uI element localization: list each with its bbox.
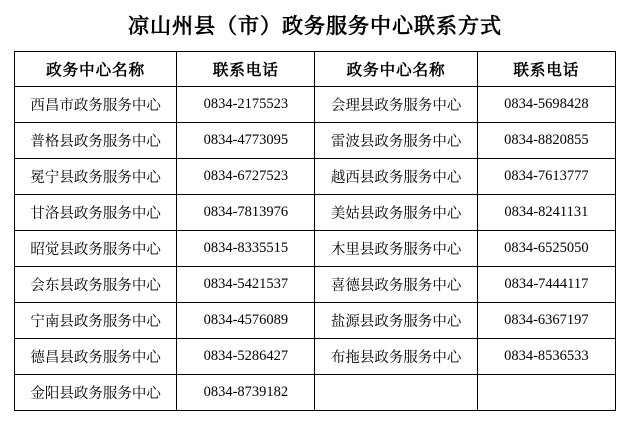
cell-phone: 0834-5698428: [477, 87, 615, 123]
cell-phone: 0834-7813976: [177, 195, 315, 231]
cell-phone: 0834-5421537: [177, 267, 315, 303]
table-row: [15, 87, 616, 123]
cell-center-name: 西昌市政务服务中心: [15, 87, 177, 123]
cell-phone: 0834-8335515: [177, 231, 315, 267]
cell-phone: 0834-8241131: [477, 195, 615, 231]
cell-phone: 0834-7613777: [477, 159, 615, 195]
cell-phone: 0834-2175523: [177, 87, 315, 123]
cell-center-name: 冕宁县政务服务中心: [15, 159, 177, 195]
cell-phone: 0834-5286427: [177, 339, 315, 375]
table-row: [15, 123, 616, 159]
table-header: [15, 52, 616, 87]
cell-center-name: 德昌县政务服务中心: [15, 339, 177, 375]
cell-phone: 0834-8536533: [477, 339, 615, 375]
cell-center-name: 金阳县政务服务中心: [15, 375, 177, 411]
cell-phone: 0834-4576089: [177, 303, 315, 339]
table-row: [15, 195, 616, 231]
table-body: [15, 87, 616, 411]
column-header-center-name-right: 政务中心名称: [315, 52, 477, 87]
cell-center-name: 甘洛县政务服务中心: [15, 195, 177, 231]
cell-center-name: 喜德县政务服务中心: [315, 267, 477, 303]
cell-phone: 0834-6727523: [177, 159, 315, 195]
table-header-row: [15, 52, 616, 87]
cell-center-name: 会东县政务服务中心: [15, 267, 177, 303]
cell-phone: 0834-6525050: [477, 231, 615, 267]
cell-center-name: 会理县政务服务中心: [315, 87, 477, 123]
table-row: [15, 375, 616, 411]
cell-center-name: 昭觉县政务服务中心: [15, 231, 177, 267]
cell-phone: 0834-4773095: [177, 123, 315, 159]
table-row: [15, 231, 616, 267]
cell-center-name: 宁南县政务服务中心: [15, 303, 177, 339]
cell-center-name: 美姑县政务服务中心: [315, 195, 477, 231]
cell-phone: 0834-6367197: [477, 303, 615, 339]
column-header-phone-left: 联系电话: [177, 52, 315, 87]
cell-phone: 0834-8739182: [177, 375, 315, 411]
cell-center-name: 越西县政务服务中心: [315, 159, 477, 195]
cell-phone: 0834-7444117: [477, 267, 615, 303]
table-row: [15, 159, 616, 195]
cell-center-name: 普格县政务服务中心: [15, 123, 177, 159]
column-header-phone-right: 联系电话: [477, 52, 615, 87]
cell-center-name: 布拖县政务服务中心: [315, 339, 477, 375]
column-header-center-name-left: 政务中心名称: [15, 52, 177, 87]
cell-center-name-empty: [315, 375, 477, 411]
page-title: 凉山州县（市）政务服务中心联系方式: [128, 14, 502, 38]
cell-center-name: 盐源县政务服务中心: [315, 303, 477, 339]
contact-table: [14, 51, 616, 411]
cell-center-name: 雷波县政务服务中心: [315, 123, 477, 159]
cell-phone-empty: [477, 375, 615, 411]
cell-phone: 0834-8820855: [477, 123, 615, 159]
table-row: [15, 267, 616, 303]
cell-center-name: 木里县政务服务中心: [315, 231, 477, 267]
table-row: [15, 339, 616, 375]
table-row: [15, 303, 616, 339]
